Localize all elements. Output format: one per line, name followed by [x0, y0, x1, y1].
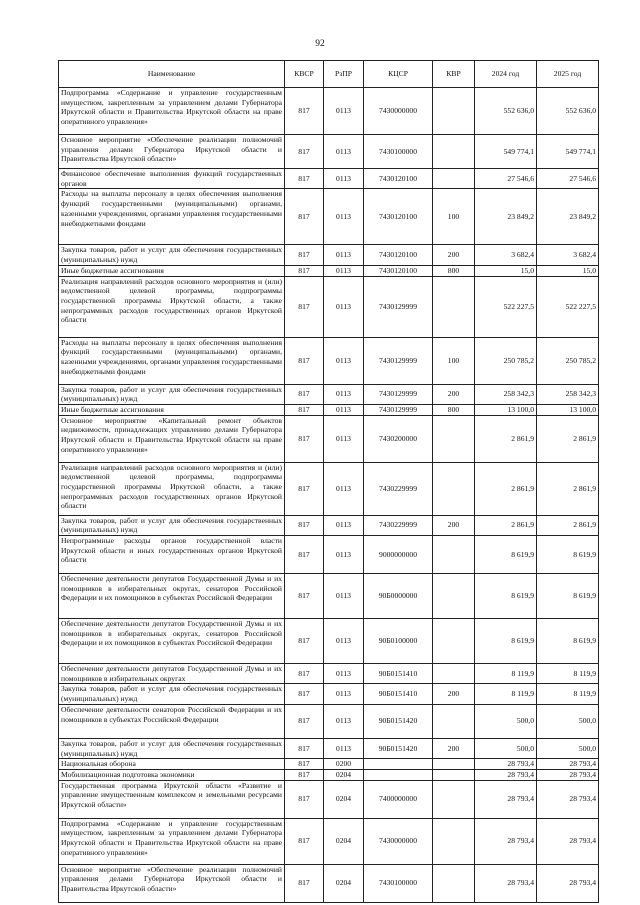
row-name: Обеспечение деятельности сенаторов Российской Федерации и их помощников в субъектах Российской Федерации	[59, 704, 285, 738]
row-2024: 8 619,9	[475, 619, 537, 664]
row-rzpr: 0113	[324, 415, 364, 462]
row-2025: 2 861,9	[537, 462, 599, 515]
row-kcsr: 90Б0151420	[364, 738, 433, 758]
row-2025: 15,0	[537, 265, 599, 276]
row-2024: 522 227,5	[475, 276, 537, 337]
row-kvr	[433, 536, 475, 574]
row-kcsr: 7430229999	[364, 462, 433, 515]
row-name: Расходы на выплаты персоналу в целях обеспечения выполнения функций государственными (муниципальными) органами, казенными учреждениями, органами управления государственными внебюджетными фондами	[59, 189, 285, 245]
row-2025: 552 636,0	[537, 88, 599, 135]
row-2024: 27 546,6	[475, 169, 537, 189]
header-2024: 2024 год	[475, 61, 537, 88]
row-kcsr: 7430129999	[364, 404, 433, 415]
table-row	[59, 664, 599, 684]
row-2025: 8 119,9	[537, 684, 599, 704]
row-2024: 28 793,4	[475, 780, 537, 818]
row-kcsr: 7430120100	[364, 189, 433, 245]
table-row	[59, 265, 599, 276]
row-rzpr: 0204	[324, 864, 364, 902]
row-2024: 28 793,4	[475, 769, 537, 780]
row-rzpr: 0200	[324, 759, 364, 770]
table-row	[59, 818, 599, 864]
table-body	[59, 88, 599, 903]
row-kcsr: 90Б0000000	[364, 574, 433, 619]
row-kvsr: 817	[285, 135, 324, 169]
row-kvsr: 817	[285, 276, 324, 337]
row-kvsr: 817	[285, 337, 324, 384]
row-rzpr: 0113	[324, 684, 364, 704]
table-row	[59, 780, 599, 818]
table-row	[59, 337, 599, 384]
row-name: Национальная оборона	[59, 759, 285, 770]
row-name: Закупка товаров, работ и услуг для обеспечения государственных (муниципальных) нужд	[59, 384, 285, 404]
row-kcsr: 90Б0151410	[364, 684, 433, 704]
row-name: Подпрограмма «Содержание и управление государственным имуществом, закрепленным за управлением делами Губернатора Иркутской области и Правительства Иркутской области на праве оперативного управления»	[59, 88, 285, 135]
table-row	[59, 169, 599, 189]
row-kcsr: 7430200000	[364, 415, 433, 462]
row-kvr: 200	[433, 245, 475, 265]
row-2025: 28 793,4	[537, 759, 599, 770]
row-rzpr: 0113	[324, 619, 364, 664]
table-row	[59, 462, 599, 515]
row-2025: 23 849,2	[537, 189, 599, 245]
row-2025: 13 100,0	[537, 404, 599, 415]
row-kcsr: 7400000000	[364, 780, 433, 818]
row-2025: 500,0	[537, 704, 599, 738]
row-2024: 28 793,4	[475, 818, 537, 864]
row-kvsr: 817	[285, 169, 324, 189]
table-row	[59, 515, 599, 535]
row-kvr	[433, 704, 475, 738]
row-name: Основное мероприятие «Капитальный ремонт объектов недвижимости, принадлежащих управлению делами Губернатора Иркутской области и Правительства Иркутской области на праве оперативного управления»	[59, 415, 285, 462]
row-kcsr: 7430000000	[364, 88, 433, 135]
row-kvsr: 817	[285, 780, 324, 818]
row-kcsr: 7430129999	[364, 337, 433, 384]
row-2024: 2 861,9	[475, 462, 537, 515]
row-kvsr: 817	[285, 415, 324, 462]
row-kvsr: 817	[285, 769, 324, 780]
row-name: Подпрограмма «Содержание и управление государственным имуществом, закрепленным за управлением делами Губернатора Иркутской области и Правительства Иркутской области на праве оперативного управления»	[59, 818, 285, 864]
row-kcsr: 7430120100	[364, 245, 433, 265]
row-2024: 3 682,4	[475, 245, 537, 265]
row-name: Закупка товаров, работ и услуг для обеспечения государственных (муниципальных) нужд	[59, 738, 285, 758]
row-kvr	[433, 818, 475, 864]
row-2025: 8 619,9	[537, 574, 599, 619]
row-name: Обеспечение деятельности депутатов Государственной Думы и их помощников в избирательных округах, сенаторов Российской Федерации и их помощников в субъектах Российской Федерации	[59, 574, 285, 619]
row-name: Обеспечение деятельности депутатов Государственной Думы и их помощников в избирательных округах, сенаторов Российской Федерации и их помощников в субъектах Российской Федерации	[59, 619, 285, 664]
row-kvr: 100	[433, 337, 475, 384]
row-rzpr: 0113	[324, 738, 364, 758]
header-kvsr: КВСР	[285, 61, 324, 88]
row-2024: 500,0	[475, 704, 537, 738]
row-kcsr: 90Б0100000	[364, 619, 433, 664]
row-2024: 8 119,9	[475, 664, 537, 684]
row-rzpr: 0113	[324, 574, 364, 619]
row-2025: 28 793,4	[537, 818, 599, 864]
row-rzpr: 0113	[324, 515, 364, 535]
row-2024: 28 793,4	[475, 864, 537, 902]
row-kvr: 200	[433, 738, 475, 758]
row-kvsr: 817	[285, 189, 324, 245]
row-kvr	[433, 276, 475, 337]
row-kvr: 200	[433, 384, 475, 404]
row-kcsr: 90Б0151410	[364, 664, 433, 684]
row-kcsr: 7430129999	[364, 384, 433, 404]
row-2024: 8 619,9	[475, 574, 537, 619]
row-name: Реализация направлений расходов основного мероприятия и (или) ведомственной целевой программы, подпрограммы государственной программы Иркутской области, а также непрограммных расходов государственных органов Иркутской области	[59, 276, 285, 337]
page-number: 92	[315, 39, 325, 49]
row-kcsr: 7430100000	[364, 864, 433, 902]
row-rzpr: 0113	[324, 664, 364, 684]
row-kcsr: 7430120100	[364, 169, 433, 189]
row-kvr	[433, 169, 475, 189]
row-kvr: 800	[433, 265, 475, 276]
row-rzpr: 0113	[324, 462, 364, 515]
row-name: Мобилизационная подготовка экономики	[59, 769, 285, 780]
row-kcsr: 7430000000	[364, 818, 433, 864]
table-header	[59, 61, 599, 88]
row-name: Основное мероприятие «Обеспечение реализации полномочий управления делами Губернатора Иркутской области и Правительства Иркутской области»	[59, 864, 285, 902]
row-name: Расходы на выплаты персоналу в целях обеспечения выполнения функций государственными (муниципальными) органами, казенными учреждениями, органами управления государственными внебюджетными фондами	[59, 337, 285, 384]
row-kvsr: 817	[285, 864, 324, 902]
row-kvr	[433, 664, 475, 684]
row-kvsr: 817	[285, 384, 324, 404]
table-row	[59, 619, 599, 664]
table-row	[59, 536, 599, 574]
row-kvsr: 817	[285, 619, 324, 664]
row-kcsr: 7430129999	[364, 276, 433, 337]
row-2024: 28 793,4	[475, 759, 537, 770]
table-row	[59, 864, 599, 902]
row-name: Иные бюджетные ассигнования	[59, 404, 285, 415]
header-rzpr: РзПР	[324, 61, 364, 88]
row-2024: 2 861,9	[475, 515, 537, 535]
row-2025: 500,0	[537, 738, 599, 758]
row-kvsr: 817	[285, 245, 324, 265]
row-rzpr: 0113	[324, 88, 364, 135]
row-2025: 27 546,6	[537, 169, 599, 189]
row-kvr	[433, 864, 475, 902]
row-rzpr: 0204	[324, 818, 364, 864]
row-kcsr: 7430100000	[364, 135, 433, 169]
table-row	[59, 574, 599, 619]
row-kvr	[433, 759, 475, 770]
header-2025: 2025 год	[537, 61, 599, 88]
row-2025: 549 774,1	[537, 135, 599, 169]
row-2024: 552 636,0	[475, 88, 537, 135]
row-kvsr: 817	[285, 536, 324, 574]
row-kcsr: 7430229999	[364, 515, 433, 535]
row-kvr: 800	[433, 404, 475, 415]
row-kcsr: 9000000000	[364, 536, 433, 574]
row-kvsr: 817	[285, 664, 324, 684]
header-kvr: КВР	[433, 61, 475, 88]
row-2025: 3 682,4	[537, 245, 599, 265]
row-rzpr: 0113	[324, 276, 364, 337]
table-row	[59, 415, 599, 462]
row-2024: 8 619,9	[475, 536, 537, 574]
row-rzpr: 0113	[324, 337, 364, 384]
row-kvr	[433, 135, 475, 169]
row-name: Непрограммные расходы органов государственной власти Иркутской области и иных государственных органов Иркутской области	[59, 536, 285, 574]
row-kvsr: 817	[285, 574, 324, 619]
row-rzpr: 0204	[324, 780, 364, 818]
row-rzpr: 0113	[324, 265, 364, 276]
row-name: Реализация направлений расходов основного мероприятия и (или) ведомственной целевой программы, подпрограммы государственной программы Иркутской области, а также непрограммных расходов государственных органов Иркутской области	[59, 462, 285, 515]
row-2025: 8 619,9	[537, 536, 599, 574]
row-name: Основное мероприятие «Обеспечение реализации полномочий управления делами Губернатора Иркутской области и Правительства Иркутской области»	[59, 135, 285, 169]
row-kcsr	[364, 759, 433, 770]
row-2025: 258 342,3	[537, 384, 599, 404]
budget-table	[58, 60, 599, 903]
row-rzpr: 0113	[324, 404, 364, 415]
row-kvsr: 817	[285, 738, 324, 758]
row-rzpr: 0113	[324, 245, 364, 265]
row-2024: 250 785,2	[475, 337, 537, 384]
row-kvr	[433, 619, 475, 664]
row-kvsr: 817	[285, 759, 324, 770]
row-rzpr: 0113	[324, 384, 364, 404]
row-2025: 522 227,5	[537, 276, 599, 337]
row-kvsr: 817	[285, 88, 324, 135]
row-name: Финансовое обеспечение выполнения функций государственных органов	[59, 169, 285, 189]
row-kvr	[433, 574, 475, 619]
row-kcsr: 90Б0151420	[364, 704, 433, 738]
row-name: Обеспечение деятельности депутатов Государственной Думы и их помощников в избирательных округах	[59, 664, 285, 684]
row-2024: 15,0	[475, 265, 537, 276]
row-kvr: 200	[433, 684, 475, 704]
row-rzpr: 0113	[324, 704, 364, 738]
row-name: Закупка товаров, работ и услуг для обеспечения государственных (муниципальных) нужд	[59, 515, 285, 535]
table-row	[59, 684, 599, 704]
row-kvsr: 817	[285, 265, 324, 276]
row-rzpr: 0113	[324, 169, 364, 189]
row-kvr	[433, 415, 475, 462]
row-name: Закупка товаров, работ и услуг для обеспечения государственных (муниципальных) нужд	[59, 245, 285, 265]
row-2025: 8 619,9	[537, 619, 599, 664]
row-kvr: 100	[433, 189, 475, 245]
row-kvsr: 817	[285, 404, 324, 415]
row-2024: 500,0	[475, 738, 537, 758]
row-rzpr: 0204	[324, 769, 364, 780]
row-name: Закупка товаров, работ и услуг для обеспечения государственных (муниципальных) нужд	[59, 684, 285, 704]
row-2025: 28 793,4	[537, 769, 599, 780]
table-row	[59, 276, 599, 337]
row-2025: 2 861,9	[537, 415, 599, 462]
row-kvsr: 817	[285, 818, 324, 864]
row-kvsr: 817	[285, 704, 324, 738]
row-2024: 258 342,3	[475, 384, 537, 404]
table-row	[59, 769, 599, 780]
row-kvr	[433, 88, 475, 135]
row-2024: 2 861,9	[475, 415, 537, 462]
header-name: Наименование	[59, 61, 285, 88]
table-row	[59, 245, 599, 265]
row-rzpr: 0113	[324, 536, 364, 574]
header-kcsr: КЦСР	[364, 61, 433, 88]
row-2025: 28 793,4	[537, 780, 599, 818]
table-row	[59, 404, 599, 415]
row-2024: 549 774,1	[475, 135, 537, 169]
row-kcsr	[364, 769, 433, 780]
table-row	[59, 135, 599, 169]
row-2025: 250 785,2	[537, 337, 599, 384]
row-kvsr: 817	[285, 684, 324, 704]
row-2025: 2 861,9	[537, 515, 599, 535]
row-name: Государственная программа Иркутской области «Развитие и управление имущественным комплексом и земельными ресурсами Иркутской области»	[59, 780, 285, 818]
row-name: Иные бюджетные ассигнования	[59, 265, 285, 276]
row-kvr	[433, 769, 475, 780]
row-kvr	[433, 780, 475, 818]
table-row	[59, 704, 599, 738]
row-rzpr: 0113	[324, 189, 364, 245]
row-kvsr: 817	[285, 462, 324, 515]
row-2025: 28 793,4	[537, 864, 599, 902]
row-2024: 23 849,2	[475, 189, 537, 245]
table-row	[59, 189, 599, 245]
row-2024: 8 119,9	[475, 684, 537, 704]
row-kvr	[433, 462, 475, 515]
row-2024: 13 100,0	[475, 404, 537, 415]
row-kvr: 200	[433, 515, 475, 535]
row-rzpr: 0113	[324, 135, 364, 169]
table-row	[59, 738, 599, 758]
row-kcsr: 7430120100	[364, 265, 433, 276]
row-kvsr: 817	[285, 515, 324, 535]
table-row	[59, 88, 599, 135]
table-row	[59, 384, 599, 404]
table-row	[59, 759, 599, 770]
row-2025: 8 119,9	[537, 664, 599, 684]
